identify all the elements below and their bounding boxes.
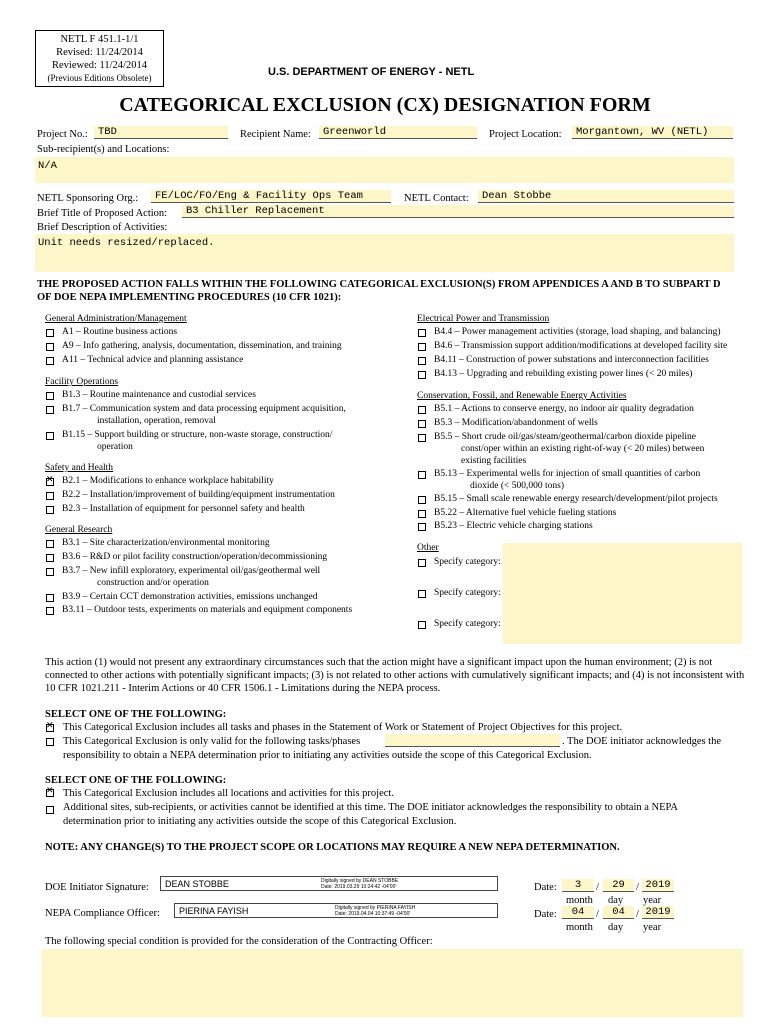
label-b4-6: B4.6 – Transmission support addition/modifications at developed facility site bbox=[434, 341, 728, 351]
sponsoring-org-field[interactable]: FE/LOC/FO/Eng & Facility Ops Team bbox=[151, 190, 391, 203]
label-b5-5-cont: const/oper within an existing right-of-way (< 20 miles) between bbox=[461, 444, 705, 454]
date2-slash-1: / bbox=[596, 909, 599, 920]
brief-desc-label: Brief Description of Activities: bbox=[37, 222, 168, 233]
checkbox-b3-7[interactable] bbox=[46, 568, 54, 576]
checkbox-all-locations[interactable] bbox=[46, 789, 54, 797]
checkbox-b5-22[interactable] bbox=[418, 510, 426, 518]
recipient-field[interactable]: Greenworld bbox=[319, 126, 477, 139]
recipient-label: Recipient Name: bbox=[240, 129, 311, 140]
date2-day-caption: day bbox=[608, 922, 624, 933]
date2-year[interactable]: 2019 bbox=[642, 906, 674, 919]
checkbox-a9[interactable] bbox=[46, 343, 54, 351]
label-b5-5-cont2: existing facilities bbox=[461, 456, 527, 466]
select-heading-1: SELECT ONE OF THE FOLLOWING: bbox=[45, 709, 227, 720]
date-label-2: Date: bbox=[534, 909, 557, 920]
label-all-locations: This Categorical Exclusion includes all locations and activities for this project. bbox=[63, 788, 394, 799]
brief-desc-field[interactable]: Unit needs resized/replaced. bbox=[35, 234, 734, 272]
checkbox-b2-3[interactable] bbox=[46, 506, 54, 514]
label-specific-tasks: This Categorical Exclusion is only valid for the following tasks/phases bbox=[63, 736, 361, 747]
label-b3-9: B3.9 – Certain CCT demonstration activities, emissions unchanged bbox=[62, 592, 318, 602]
checkbox-b5-1[interactable] bbox=[418, 406, 426, 414]
checkbox-b1-7[interactable] bbox=[46, 406, 54, 414]
label-b5-15: B5.15 – Small scale renewable energy research/development/pilot projects bbox=[434, 494, 718, 504]
checkbox-b3-6[interactable] bbox=[46, 554, 54, 562]
checkbox-b3-9[interactable] bbox=[46, 594, 54, 602]
label-a1: A1 – Routine business actions bbox=[62, 327, 178, 337]
location-label: Project Location: bbox=[489, 129, 562, 140]
checkbox-other-1[interactable] bbox=[418, 559, 426, 567]
date1-month[interactable]: 3 bbox=[562, 879, 594, 892]
checkbox-a1[interactable] bbox=[46, 329, 54, 337]
officer-sig-label: NEPA Compliance Officer: bbox=[45, 908, 160, 919]
checkbox-b4-4[interactable] bbox=[418, 329, 426, 337]
scope-note: NOTE: ANY CHANGE(S) TO THE PROJECT SCOPE OR LOCATIONS MAY REQUIRE A NEW NEPA DETERMINATION. bbox=[45, 842, 620, 853]
checkbox-b2-2[interactable] bbox=[46, 492, 54, 500]
project-no-field[interactable]: TBD bbox=[94, 126, 228, 139]
sponsoring-org-label: NETL Sponsoring Org.: bbox=[37, 193, 139, 204]
label-additional-sites: Additional sites, sub-recipients, or activities cannot be identified at this time. The DOE initiator acknowledges the responsibility to obtain a NEPA bbox=[63, 802, 679, 813]
other-category-area bbox=[503, 543, 742, 644]
label-b2-2: B2.2 – Installation/improvement of building/equipment instrumentation bbox=[62, 490, 335, 500]
initiator-sig-name: DEAN STOBBE bbox=[165, 879, 229, 889]
initiator-sig-stamp: Digitally signed by DEAN STOBBE Date: 2019.03.29 10:24:42 -04'00' bbox=[321, 878, 399, 890]
obsolete-note: (Previous Editions Obsolete) bbox=[47, 73, 152, 83]
label-b5-3: B5.3 – Modification/abandonment of wells bbox=[434, 418, 598, 428]
contact-field[interactable]: Dean Stobbe bbox=[478, 190, 734, 203]
checkbox-a11[interactable] bbox=[46, 357, 54, 365]
label-specific-tasks-cont: . The DOE initiator acknowledges the bbox=[562, 736, 722, 747]
date1-slash-1: / bbox=[596, 882, 599, 893]
date2-year-caption: year bbox=[643, 922, 662, 933]
select-heading-2: SELECT ONE OF THE FOLLOWING: bbox=[45, 775, 227, 786]
label-b1-7-cont: installation, operation, removal bbox=[97, 416, 216, 426]
checkbox-b2-1[interactable] bbox=[46, 478, 54, 486]
form-id-box bbox=[35, 30, 164, 87]
label-b5-1: B5.1 – Actions to conserve energy, no indoor air quality degradation bbox=[434, 404, 694, 414]
subrecipients-label: Sub-recipient(s) and Locations: bbox=[37, 144, 170, 155]
date1-year[interactable]: 2019 bbox=[642, 879, 674, 892]
date2-month[interactable]: 04 bbox=[562, 906, 594, 919]
label-b5-22: B5.22 – Alternative fuel vehicle fueling stations bbox=[434, 508, 617, 518]
label-b2-3: B2.3 – Installation of equipment for personnel safety and health bbox=[62, 504, 305, 514]
checkbox-specific-tasks[interactable] bbox=[46, 738, 54, 746]
date-label-1: Date: bbox=[534, 882, 557, 893]
date1-day-caption: day bbox=[608, 895, 624, 906]
label-all-tasks: This Categorical Exclusion includes all tasks and phases in the Statement of Work or Statement of Project Objectives for this project. bbox=[63, 722, 623, 733]
date1-year-caption: year bbox=[643, 895, 662, 906]
contact-label: NETL Contact: bbox=[404, 193, 469, 204]
officer-signature[interactable] bbox=[174, 903, 498, 918]
checkbox-b4-6[interactable] bbox=[418, 343, 426, 351]
checkbox-b1-15[interactable] bbox=[46, 432, 54, 440]
section-facility-ops: Facility Operations bbox=[45, 377, 119, 387]
action-statement: This action (1) would not present any extraordinary circumstances such that the action might have a significant impact upon the human environment; (2) is not connected to other actions with potentially significant impacts; (3) is not related to other actions with cumulatively significant impacts; and (4) is not inconsistent with 10 CFR 1021.211 - Interim Actions or 40 CFR 1506.1 - Limitations during the NEPA process. bbox=[45, 657, 745, 694]
special-condition-field[interactable] bbox=[42, 949, 743, 1017]
label-b3-6: B3.6 – R&D or pilot facility construction/operation/decommissioning bbox=[62, 552, 328, 562]
date2-day[interactable]: 04 bbox=[603, 906, 634, 919]
section-electrical: Electrical Power and Transmission bbox=[417, 314, 550, 324]
label-specify-2: Specify category: bbox=[434, 588, 501, 598]
project-no-label: Project No.: bbox=[37, 129, 88, 140]
label-specific-tasks-cont2: responsibility to obtain a NEPA determination prior to initiating any activities outside the scope of this Categorical Exclusion. bbox=[63, 750, 592, 761]
label-b1-15-cont: operation bbox=[97, 442, 133, 452]
section-safety-health: Safety and Health bbox=[45, 463, 114, 473]
initiator-sig-label: DOE Initiator Signature: bbox=[45, 882, 149, 893]
label-b1-3: B1.3 – Routine maintenance and custodial services bbox=[62, 390, 256, 400]
label-b3-7: B3.7 – New infill exploratory, experimental oil/gas/geothermal well bbox=[62, 566, 321, 576]
date2-slash-2: / bbox=[636, 909, 639, 920]
label-b3-7-cont: construction and/or operation bbox=[97, 578, 209, 588]
label-b3-11: B3.11 – Outdoor tests, experiments on materials and equipment components bbox=[62, 605, 353, 615]
section-conservation: Conservation, Fossil, and Renewable Energy Activities bbox=[417, 391, 627, 401]
date1-day[interactable]: 29 bbox=[603, 879, 634, 892]
department-name: U.S. DEPARTMENT OF ENERGY - NETL bbox=[268, 66, 475, 78]
checkbox-additional-sites[interactable] bbox=[46, 806, 54, 814]
officer-sig-name: PIERINA FAYISH bbox=[179, 906, 249, 916]
checkbox-b3-1[interactable] bbox=[46, 540, 54, 548]
label-specify-1: Specify category: bbox=[434, 557, 501, 567]
cx-heading: THE PROPOSED ACTION FALLS WITHIN THE FOLLOWING CATEGORICAL EXCLUSION(S) FROM APPENDICES A AND B TO SUBPART D OF DOE NEPA IMPLEMENTING PROCEDURES (10 CFR 1021): bbox=[37, 279, 721, 303]
section-general-research: General Research bbox=[45, 525, 113, 535]
special-condition-label: The following special condition is provided for the consideration of the Contracting Officer: bbox=[45, 936, 433, 947]
label-b1-7: B1.7 – Communication system and data processing equipment acquisition, bbox=[62, 404, 346, 414]
checkbox-b4-11[interactable] bbox=[418, 357, 426, 365]
subrecipients-field[interactable]: N/A bbox=[35, 157, 734, 183]
label-b2-1: B2.1 – Modifications to enhance workplace habitability bbox=[62, 476, 274, 486]
label-specify-3: Specify category: bbox=[434, 619, 501, 629]
location-field[interactable]: Morgantown, WV (NETL) bbox=[572, 126, 733, 139]
tasks-phases-field[interactable] bbox=[385, 734, 560, 747]
checkbox-all-tasks[interactable] bbox=[46, 724, 54, 732]
date1-slash-2: / bbox=[636, 882, 639, 893]
checkbox-b1-3[interactable] bbox=[46, 392, 54, 400]
label-b3-1: B3.1 – Site characterization/environmental monitoring bbox=[62, 538, 270, 548]
checkbox-b5-23[interactable] bbox=[418, 523, 426, 531]
officer-sig-stamp: Digitally signed by PIERINA FAYISH Date: 2019.04.04 10:37:49 -04'00' bbox=[335, 905, 416, 917]
date1-month-caption: month bbox=[566, 895, 593, 906]
label-b5-23: B5.23 – Electric vehicle charging stations bbox=[434, 521, 593, 531]
checkbox-other-2[interactable] bbox=[418, 590, 426, 598]
checkbox-b5-3[interactable] bbox=[418, 420, 426, 428]
checkbox-b3-11[interactable] bbox=[46, 607, 54, 615]
brief-title-field[interactable]: B3 Chiller Replacement bbox=[182, 205, 734, 218]
date2-month-caption: month bbox=[566, 922, 593, 933]
label-a11: A11 – Technical advice and planning assistance bbox=[62, 355, 244, 365]
checkbox-b5-13[interactable] bbox=[418, 471, 426, 479]
label-b5-13: B5.13 – Experimental wells for injection of small quantities of carbon bbox=[434, 469, 701, 479]
brief-title-label: Brief Title of Proposed Action: bbox=[37, 208, 168, 219]
section-general-admin: General Administration/Management bbox=[45, 314, 187, 324]
checkbox-b5-5[interactable] bbox=[418, 434, 426, 442]
label-b5-13-cont: dioxide (< 500,000 tons) bbox=[470, 481, 565, 491]
label-additional-sites-cont: determination prior to initiating any activities outside the scope of this Categorical Exclusion. bbox=[63, 816, 457, 827]
label-b4-13: B4.13 – Upgrading and rebuilding existing power lines (< 20 miles) bbox=[434, 369, 693, 379]
label-a9: A9 – Info gathering, analysis, documentation, dissemination, and training bbox=[62, 341, 342, 351]
section-other: Other bbox=[417, 543, 439, 553]
revised-date: Revised: 11/24/2014 bbox=[56, 47, 143, 58]
label-b4-4: B4.4 – Power management activities (storage, load shaping, and balancing) bbox=[434, 327, 721, 337]
checkbox-other-3[interactable] bbox=[418, 621, 426, 629]
form-number: NETL F 451.1-1/1 bbox=[60, 34, 139, 45]
checkbox-b5-15[interactable] bbox=[418, 496, 426, 504]
label-b5-5: B5.5 – Short crude oil/gas/steam/geothermal/carbon dioxide pipeline bbox=[434, 432, 696, 442]
label-b4-11: B4.11 – Construction of power substations and interconnection facilities bbox=[434, 355, 709, 365]
page-title: CATEGORICAL EXCLUSION (CX) DESIGNATION FORM bbox=[119, 94, 651, 116]
checkbox-b4-13[interactable] bbox=[418, 371, 426, 379]
initiator-signature[interactable] bbox=[160, 876, 498, 891]
label-b1-15: B1.15 – Support building or structure, non-waste storage, construction/ bbox=[62, 430, 333, 440]
reviewed-date: Reviewed: 11/24/2014 bbox=[52, 60, 147, 71]
